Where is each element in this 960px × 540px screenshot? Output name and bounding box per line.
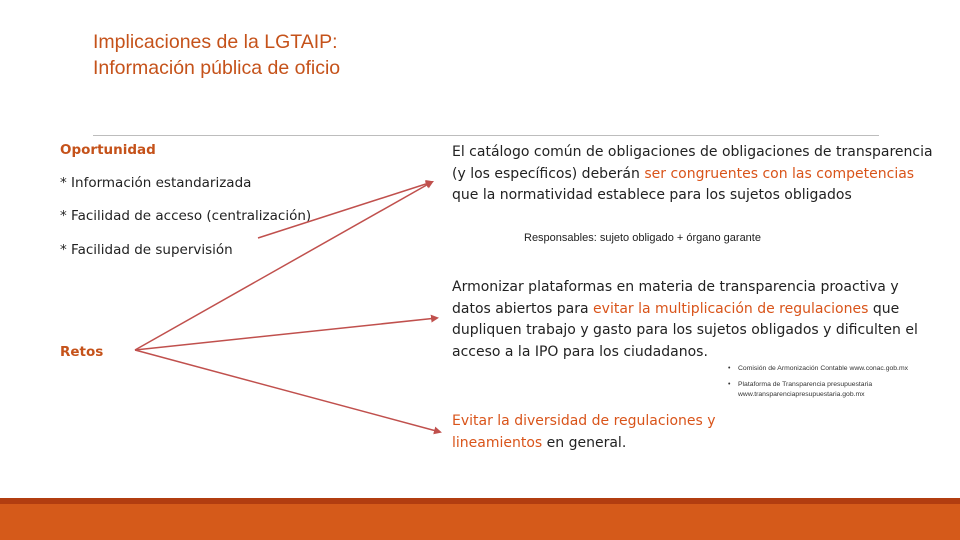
oportunidad-item-1: * Información estandarizada — [60, 175, 252, 191]
catalogo-text-2: que la normatividad establece para los sujetos obligados — [452, 187, 852, 203]
reference-text-1: Comisión de Armonización Contable www.conac.gob.mx — [738, 365, 909, 372]
armonizar-highlight: evitar la multiplicación de regulaciones — [593, 300, 869, 317]
catalogo-highlight: ser congruentes con las competencias — [644, 165, 915, 182]
reference-item-1 — [728, 364, 953, 374]
bullet-icon: • — [728, 381, 731, 388]
armonizar-paragraph — [452, 277, 938, 363]
footer-band — [0, 504, 960, 540]
reference-item-2 — [728, 380, 953, 400]
catalogo-text-1: El catálogo común de obligaciones de obligaciones de transparencia (y los específicos) deberán — [452, 144, 933, 182]
catalogo-paragraph — [452, 142, 936, 207]
armonizar-text-1: Armonizar plataformas en materia de transparencia proactiva y datos abiertos para — [452, 279, 899, 317]
oportunidad-item-3: * Facilidad de supervisión — [60, 242, 233, 258]
retos-heading: Retos — [60, 344, 104, 360]
oportunidad-heading: Oportunidad — [60, 142, 156, 158]
reference-text-2: Plataforma de Transparencia presupuestaria www.transparenciapresupuestaria.gob.mx — [738, 381, 873, 398]
arrow-to-catalogo — [258, 182, 432, 238]
slide-title-line-2: Información pública de oficio — [93, 57, 341, 79]
bullet-icon: • — [728, 365, 731, 372]
armonizar-text-2: que dupliquen trabajo y gasto para los sujetos obligados y dificulten el acceso a la IPO para los ciudadanos. — [452, 300, 918, 360]
responsables-note: Responsables: sujeto obligado + órgano garante — [524, 232, 761, 244]
diversidad-text: en general. — [542, 434, 627, 451]
diversidad-paragraph — [452, 411, 732, 454]
arrow-retos-to-catalogo — [135, 182, 432, 350]
arrow-retos-to-diversidad — [135, 350, 440, 432]
arrow-retos-to-armonizar — [135, 318, 437, 350]
slide-title-line-1: Implicaciones de la LGTAIP: — [93, 31, 338, 53]
diversidad-highlight: Evitar la diversidad de regulaciones y lineamientos — [452, 413, 716, 451]
oportunidad-item-2: * Facilidad de acceso (centralización) — [60, 208, 312, 224]
